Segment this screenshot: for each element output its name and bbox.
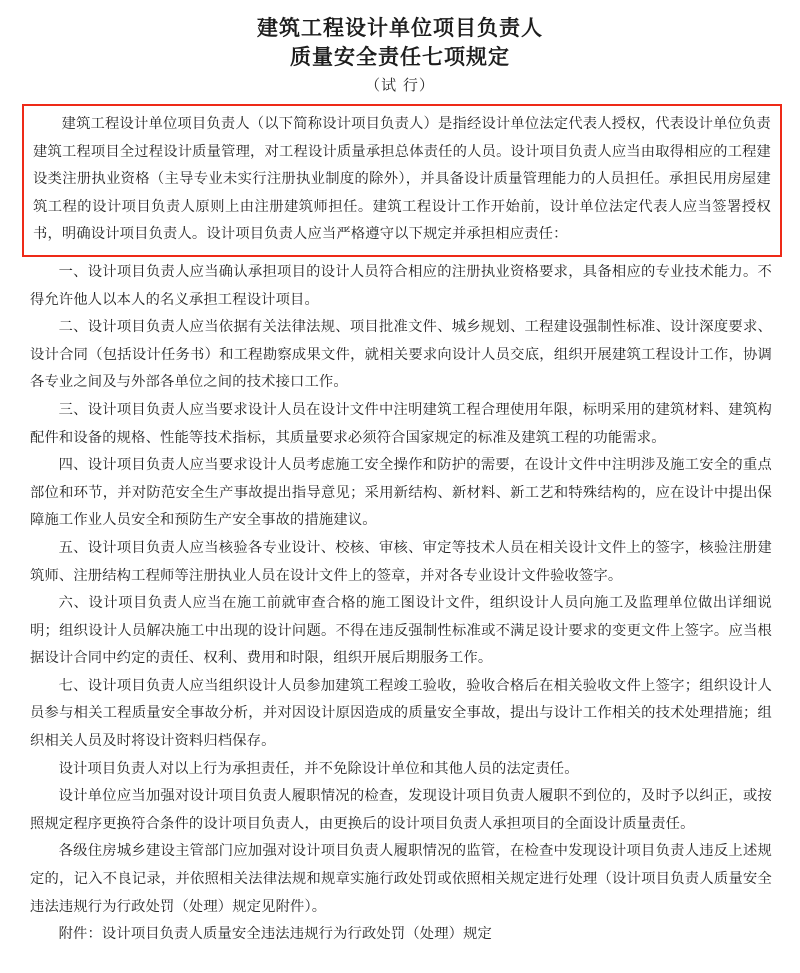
provision-item-7: 七、设计项目负责人应当组织设计人员参加建筑工程竣工验收，验收合格后在相关验收文件上签字；组织设计人员参与相关工程质量安全事故分析，并对因设计原因造成的质量安全事故，提出与设计工作相关的技术处理措施；组织相关人员及时将设计资料归档保存。	[30, 677, 772, 750]
page-subtitle: （试 行）	[365, 76, 435, 94]
document-title-block	[0, 0, 800, 98]
page-title-line-1: 建筑工程设计单位项目负责人	[257, 15, 543, 40]
highlighted-intro-box	[22, 104, 782, 257]
provision-item-1: 一、设计项目负责人应当确认承担项目的设计人员符合相应的注册执业资格要求，具备相应的专业技术能力。不得允许他人以本人的名义承担工程设计项目。	[30, 263, 772, 308]
page-title-line-2: 质量安全责任七项规定	[290, 44, 510, 69]
page-bottom-spacer	[0, 949, 800, 973]
provision-item-4: 四、设计项目负责人应当要求设计人员考虑施工安全操作和防护的需要，在设计文件中注明涉及施工安全的重点部位和环节，并对防范安全生产事故提出指导意见；采用新结构、新材料、新工艺和特殊结构的，应在设计中提出保障施工作业人员安全和预防生产安全事故的措施建议。	[30, 457, 772, 529]
attachment-line: 附件：设计项目负责人质量安全违法违规行为行政处罚（处理）规定	[58, 926, 492, 943]
closing-paragraph-3: 各级住房城乡建设主管部门应加强对设计项目负责人履职情况的监管，在检查中发现设计项目负责人违反上述规定的，记入不良记录，并依照相关法律法规和规章实施行政处罚或依照相关规定进行处理（设计项目负责人质量安全违法违规行为行政处罚（处理）规定见附件）。	[30, 843, 772, 915]
provision-item-6: 六、设计项目负责人应当在施工前就审查合格的施工图设计文件，组织设计人员向施工及监理单位做出详细说明；组织设计人员解决施工中出现的设计问题。不得在违反强制性标准或不满足设计要求的变更文件上签字。应当根据设计合同中约定的责任、权利、费用和时限，组织开展后期服务工作。	[30, 595, 772, 667]
intro-paragraph: 建筑工程设计单位项目负责人（以下简称设计项目负责人）是指经设计单位法定代表人授权，代表设计单位负责建筑工程项目全过程设计质量管理，对工程设计质量承担总体责任的人员。设计项目负责人应当由取得相应的工程建设类注册执业资格（主导专业未实行注册执业制度的除外），并具备设计质量管理能力的人员担任。承担民用房屋建筑工程的设计项目负责人原则上由注册建筑师担任。建筑工程设计工作开始前，设计单位法定代表人应当签署授权书，明确设计项目负责人。设计项目负责人应当严格遵守以下规定并承担相应责任：	[33, 116, 771, 243]
closing-paragraph-2: 设计单位应当加强对设计项目负责人履职情况的检查，发现设计项目负责人履职不到位的，及时予以纠正，或按照规定程序更换符合条件的设计项目负责人，由更换后的设计项目负责人承担项目的全面设计质量责任。	[30, 788, 772, 832]
provisions-list	[30, 259, 772, 756]
provision-item-5: 五、设计项目负责人应当核验各专业设计、校核、审核、审定等技术人员在相关设计文件上的签字，核验注册建筑师、注册结构工程师等注册执业人员在设计文件上的签章，并对各专业设计文件验收签字。	[30, 539, 772, 584]
provision-item-3: 三、设计项目负责人应当要求设计人员在设计文件中注明建筑工程合理使用年限，标明采用的建筑材料、建筑构配件和设备的规格、性能等技术指标，其质量要求必须符合国家规定的标准及建筑工程的功能需求。	[30, 401, 772, 446]
provision-item-2: 二、设计项目负责人应当依据有关法律法规、项目批准文件、城乡规划、工程建设强制性标准、设计深度要求、设计合同（包括设计任务书）和工程勘察成果文件，就相关要求向设计人员交底，组织开展建筑工程设计工作，协调各专业之间及与外部各单位之间的技术接口工作。	[30, 319, 772, 391]
closing-paragraph-1: 设计项目负责人对以上行为承担责任，并不免除设计单位和其他人员的法定责任。	[58, 760, 579, 777]
document-body	[30, 259, 772, 949]
